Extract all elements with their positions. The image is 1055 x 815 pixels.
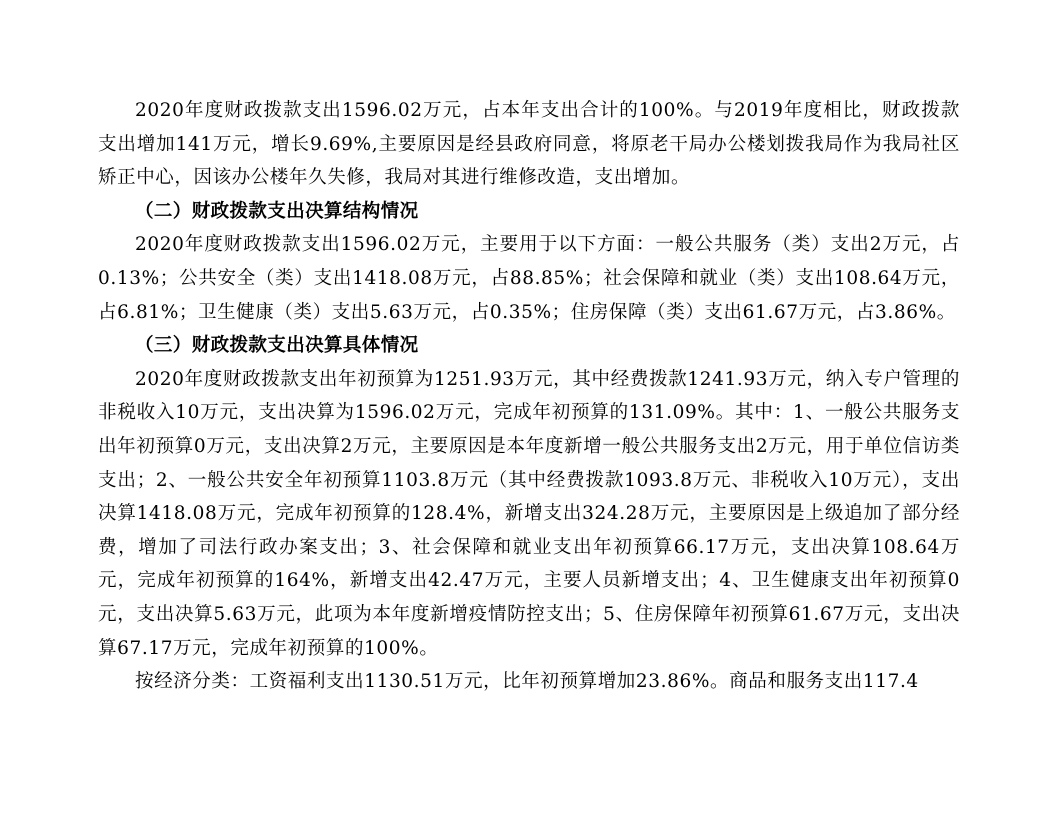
section-heading-structure: （二）财政拨款支出决算结构情况 [135, 200, 419, 222]
paragraph-appropriation-total: 2020年度财政拨款支出1596.02万元，占本年支出合计的100%。与2019年度相比，财政拨款支出增加141万元，增长9.69%,主要原因是经县政府同意，将原老干局办公楼划拨我局作为我局社区矫正中心，因该办公楼年久失修，我局对其进行维修改造，支出增加。 [98, 100, 960, 189]
document-page [98, 94, 960, 699]
paragraph-structure: 2020年度财政拨款支出1596.02万元，主要用于以下方面：一般公共服务（类）支出2万元，占0.13%；公共安全（类）支出1418.08万元，占88.85%；社会保障和就业（类）支出108.64万元，占6.81%；卫生健康（类）支出5.63万元，占0.35%；住房保障（类）支出61.67万元，占3.86%。 [98, 234, 960, 323]
paragraph-details: 2020年度财政拨款支出年初预算为1251.93万元，其中经费拨款1241.93万元，纳入专户管理的非税收入10万元，支出决算为1596.02万元，完成年初预算的131.09%。其中：1、一般公共服务支出年初预算0万元，支出决算2万元，主要原因是本年度新增一般公共服务支出2万元，用于单位信访类支出；2、一般公共安全年初预算1103.8万元（其中经费拨款1093.8万元、非税收入10万元），支出决算1418.08万元，完成年初预算的128.4%，新增支出324.28万元，主要原因是上级追加了部分经费，增加了司法行政办案支出；3、社会保障和就业支出年初预算66.17万元，支出决算108.64万元，完成年初预算的164%，新增支出42.47万元，主要人员新增支出；4、卫生健康支出年初预算0元，支出决算5.63万元，此项为本年度新增疫情防控支出；5、住房保障年初预算61.67万元，支出决算67.17万元，完成年初预算的100%。 [98, 368, 960, 659]
section-heading-details: （三）财政拨款支出决算具体情况 [135, 335, 419, 357]
paragraph-economic-classification: 按经济分类：工资福利支出1130.51万元，比年初预算增加23.86%。商品和服务支出117.4 [135, 671, 919, 693]
